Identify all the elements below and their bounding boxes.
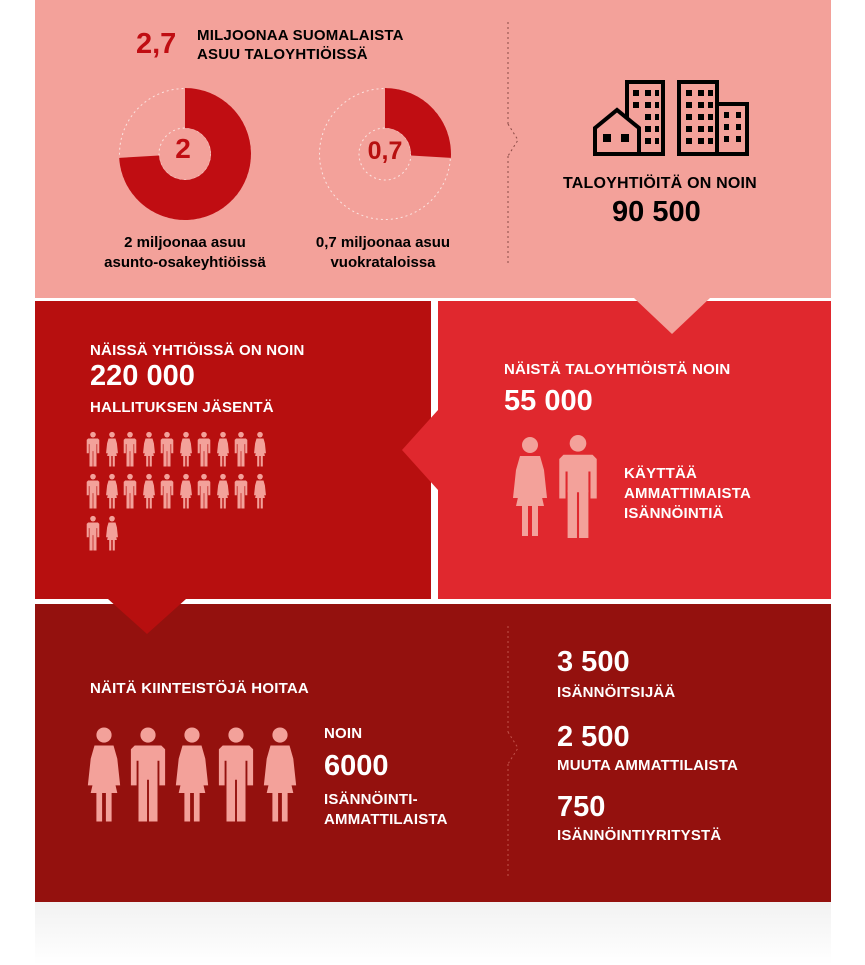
woman-icon [253,430,267,468]
pro-line1: NÄISTÄ TALOYHTIÖISTÄ NOIN [504,361,731,378]
stat-1-number: 3 500 [557,646,630,678]
pro-desc-line3: ISÄNNÖINTIÄ [624,505,724,522]
woman-icon [179,472,193,510]
man-icon [197,430,211,468]
pro-number: 55 000 [504,385,593,417]
headline-line1: MILJOONAA SUOMALAISTA [197,27,404,44]
managers-panel [35,604,831,902]
top-panel: 2,7 MILJOONAA SUOMALAISTA ASUU TALOYHTIÖISSÄ 2 0,7 2 miljoonaa asuu asunto-osakeyhtiöissä 0,7 miljoonaa asuu vuokrataloissa TALOYHTIÖITÄ ON NOIN 90 500 [35,0,831,298]
managers-approx: NOIN [324,725,363,742]
stat-3-number: 750 [557,791,606,823]
man-icon [86,430,100,468]
pro-desc-line2: AMMATTIMAISTA [624,485,752,502]
managers-title: NÄITÄ KIINTEISTÖJÄ HOITAA [90,680,309,697]
woman-icon [173,726,211,822]
woman-icon [261,726,299,822]
stat-1-label: ISÄNNÖITSIJÄÄ [557,684,676,701]
buildings-count: 90 500 [612,196,701,228]
man-icon [197,472,211,510]
man-icon [234,472,248,510]
woman-icon [142,430,156,468]
managers-label-line1: ISÄNNÖINTI- [324,791,418,808]
headline-number: 2,7 [136,28,177,60]
stat-2-label: MUUTA AMMATTILAISTA [557,757,738,774]
managers-icons [85,726,315,826]
man-icon [234,430,248,468]
managers-divider [502,626,522,886]
stat-2-number: 2 500 [557,721,630,753]
man-icon [123,430,137,468]
stat-3-label: ISÄNNÖINTIYRITYSTÄ [557,827,722,844]
professional-panel [438,301,831,599]
managers-number: 6000 [324,750,389,782]
man-icon [556,434,600,538]
man-icon [160,472,174,510]
woman-icon [253,472,267,510]
board-line1: NÄISSÄ YHTIÖISSÄ ON NOIN [90,342,305,359]
woman-icon [105,514,119,552]
man-icon [86,472,100,510]
board-members-icons [86,430,286,560]
board-number: 220 000 [90,360,195,392]
woman-icon [142,472,156,510]
woman-icon [179,430,193,468]
woman-icon [216,430,230,468]
top-divider [502,22,522,282]
managers-label-line2: AMMATTILAISTA [324,811,448,828]
woman-icon [216,472,230,510]
woman-icon [85,726,123,822]
couple-icon [510,434,610,544]
board-line2: HALLITUKSEN JÄSENTÄ [90,399,274,416]
man-icon [86,514,100,552]
board-panel [35,301,431,599]
man-icon [129,726,167,822]
apartment-buildings-icon [593,78,753,158]
man-icon [160,430,174,468]
woman-icon [105,430,119,468]
man-icon [123,472,137,510]
pro-desc-line1: KÄYTTÄÄ [624,465,698,482]
woman-icon [510,434,550,538]
man-icon [217,726,255,822]
headline-line2: ASUU TALOYHTIÖISSÄ [197,46,368,63]
woman-icon [105,472,119,510]
buildings-title: TALOYHTIÖITÄ ON NOIN [563,175,757,192]
bottom-shadow [35,902,831,965]
